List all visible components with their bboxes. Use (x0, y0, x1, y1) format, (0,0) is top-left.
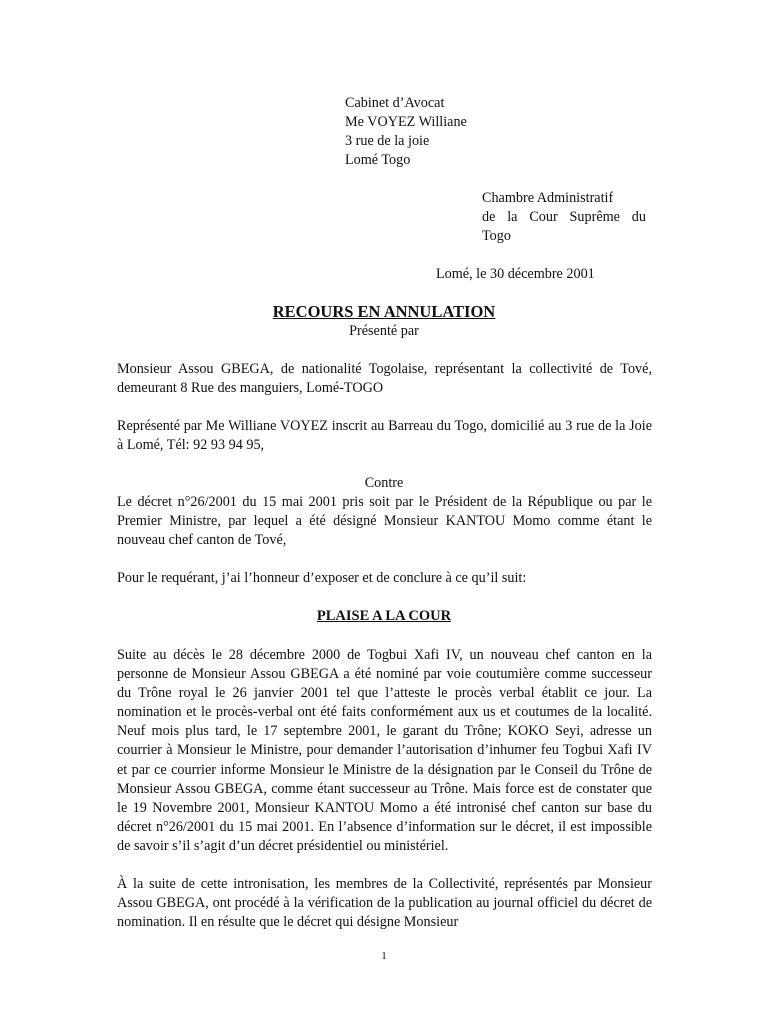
document-subtitle: Présenté par (349, 323, 419, 339)
recipient-line: Chambre Administratif (482, 190, 614, 206)
intro-paragraph: Pour le requérant, j’ai l’honneur d’exposer et de conclure à ce qu’il suit: (117, 570, 527, 586)
contre-label: Contre (364, 475, 404, 491)
date-line: Lomé, le 30 décembre 2001 (436, 266, 595, 282)
body-paragraph-2: À la suite de cette intronisation, les membres de la Collectivité, représentés par Monsieur Assou GBEGA, ont procédé à la vérification de la publication au journal officiel du décret de nomination. Il en résulte que le décret qui désigne Monsieur (117, 876, 652, 931)
decree-paragraph: Le décret n°26/2001 du 15 mai 2001 pris soit par le Président de la République ou par le Premier Ministre, par lequel a été désigné Monsieur KANTOU Momo comme étant le nouveau chef canton de Tové, (117, 494, 652, 549)
body-paragraph-1: Suite au décès le 28 décembre 2000 de Togbui Xafi IV, un nouveau chef canton en la personne de Monsieur Assou GBEGA a été nominé par voie coutumière comme successeur du Trône royal le 26 janvier 2001 tel que l’atteste le procès verbal établit ce jour. La nomination et le procès-verbal ont été faits conformément aux us et coutumes de la localité. Neuf mois plus tard, le 17 septembre 2001, le garant du Trône; KOKO Seyi, adresse un courrier à Monsieur le Ministre, pour demander l’autorisation d’inhumer feu Togbui Xafi IV et par ce courrier informe Monsieur le Ministre de la désignation par le Conseil du Trône de Monsieur Assou GBEGA, comme étant successeur au Trône. Mais force est de constater que le 19 Novembre 2001, Monsieur KANTOU Momo a été intronisé chef canton sur base du décret n°26/2001 du 15 mai 2001. En l’absence d’information sur le décret, il est impossible de savoir s’il s’agit d’un décret présidentiel ou ministériel. (117, 647, 652, 854)
sender-line: Lomé Togo (345, 152, 411, 168)
recipient-line: de la Cour Suprême du (482, 209, 646, 225)
sender-line: Cabinet d’Avocat (345, 95, 445, 111)
recipient-line: Togo (482, 228, 511, 244)
plaintiff-paragraph: Monsieur Assou GBEGA, de nationalité Togolaise, représentant la collectivité de Tové, demeurant 8 Rue des manguiers, Lomé-TOGO (117, 361, 652, 397)
page-number: 1 (381, 950, 387, 962)
document-title: RECOURS EN ANNULATION (272, 302, 496, 321)
section-heading: PLAISE A LA COUR (316, 608, 452, 624)
sender-line: 3 rue de la joie (345, 133, 430, 149)
sender-line: Me VOYEZ Williane (345, 114, 467, 130)
representative-paragraph: Représenté par Me Williane VOYEZ inscrit au Barreau du Togo, domicilié au 3 rue de la Joie à Lomé, Tél: 92 93 94 95, (117, 418, 652, 454)
